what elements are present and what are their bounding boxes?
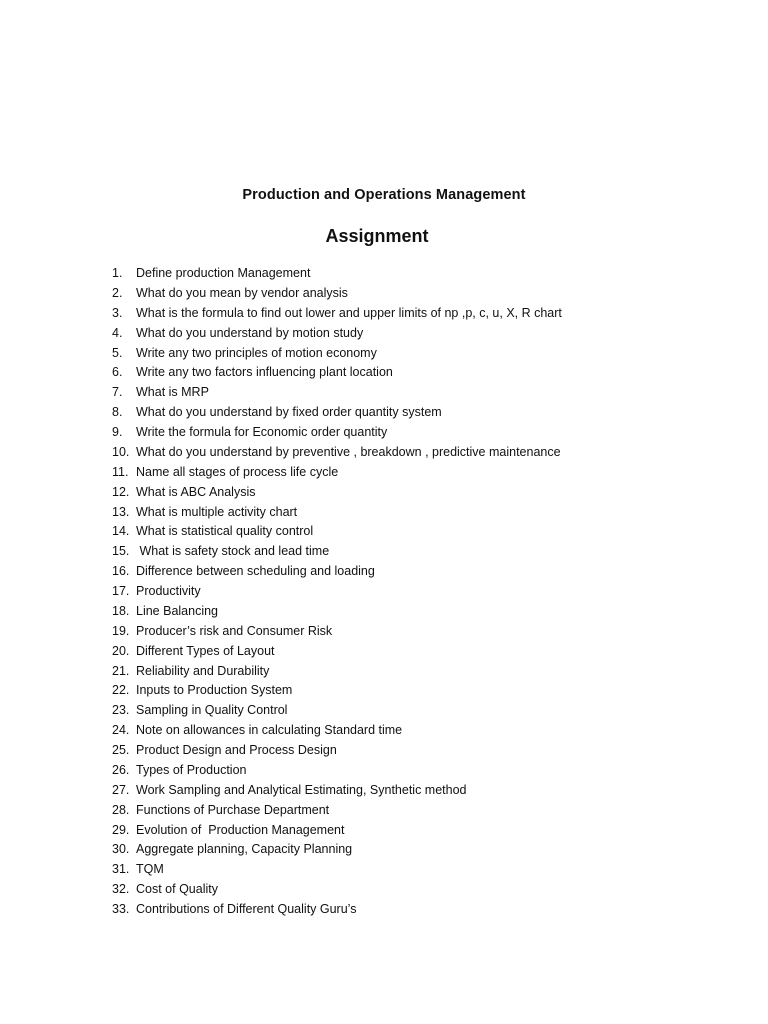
question-text: Write the formula for Economic order quantity [136, 425, 388, 439]
question-item [112, 562, 732, 582]
assignment-title: Assignment [325, 226, 429, 246]
question-number: 1. [112, 266, 123, 280]
question-number: 28. [112, 802, 130, 817]
question-item [112, 801, 732, 821]
question-item [112, 642, 732, 662]
question-number: 11. [112, 464, 129, 479]
question-number: 7. [112, 385, 123, 400]
question-number: 33. [112, 902, 130, 916]
question-number: 15. [112, 544, 130, 559]
question-text: Note on allowances in calculating Standard time [136, 723, 403, 738]
question-number: 14. [112, 524, 130, 539]
question-text: Define production Management [136, 266, 311, 280]
question-text: What is safety stock and lead time [136, 544, 330, 559]
question-item [112, 423, 732, 443]
question-item [112, 324, 732, 344]
question-number: 26. [112, 762, 130, 777]
question-item [112, 860, 732, 880]
question-number: 13. [112, 504, 130, 519]
question-number: 8. [112, 405, 123, 420]
question-text: Difference between scheduling and loading [136, 564, 375, 579]
question-item [112, 264, 732, 284]
question-item [112, 681, 732, 701]
question-item [112, 602, 732, 622]
question-number: 12. [112, 484, 130, 499]
question-item [112, 344, 732, 364]
question-text: Cost of Quality [136, 882, 218, 897]
question-item [112, 721, 732, 741]
question-text: What do you understand by motion study [136, 325, 364, 340]
question-text: Reliability and Durability [136, 663, 270, 678]
question-number: 25. [112, 743, 130, 757]
question-item [112, 503, 732, 523]
question-text: Types of Production [136, 762, 247, 777]
question-text: Aggregate planning, Capacity Planning [136, 842, 353, 857]
question-text: Work Sampling and Analytical Estimating, Synthetic method [136, 782, 467, 797]
question-item [112, 761, 732, 781]
question-item [112, 840, 732, 860]
question-number: 3. [112, 305, 123, 320]
question-text: What is the formula to find out lower and upper limits of np ,p, c, u, X, R chart [136, 305, 562, 320]
question-item [112, 582, 732, 602]
question-number: 4. [112, 325, 123, 340]
question-item [112, 304, 732, 324]
question-text: Write any two factors influencing plant location [136, 365, 393, 380]
question-text: What do you mean by vendor analysis [136, 285, 348, 300]
question-item [112, 403, 732, 423]
question-number: 22. [112, 683, 130, 698]
question-number: 2. [112, 285, 123, 300]
question-number: 20. [112, 643, 130, 658]
question-text: Write any two principles of motion economy [136, 345, 377, 360]
course-title: Production and Operations Management [242, 187, 526, 203]
question-text: TQM [136, 862, 164, 877]
question-item [112, 522, 732, 542]
question-item [112, 741, 732, 761]
question-item [112, 662, 732, 682]
question-number: 21. [112, 663, 130, 678]
question-text: Name all stages of process life cycle [136, 464, 339, 479]
question-item [112, 463, 732, 483]
question-number: 32. [112, 882, 130, 897]
question-text: Producer’s risk and Consumer Risk [136, 623, 333, 638]
question-number: 17. [112, 584, 130, 598]
question-item [112, 781, 732, 801]
question-text: What is statistical quality control [136, 524, 314, 539]
question-number: 23. [112, 703, 130, 718]
question-number: 6. [112, 365, 123, 380]
question-item [112, 900, 732, 920]
question-item [112, 483, 732, 503]
question-number: 16. [112, 564, 130, 579]
question-item [112, 821, 732, 841]
question-text: Line Balancing [136, 603, 219, 618]
question-item [112, 622, 732, 642]
question-number: 19. [112, 623, 130, 638]
question-text: What do you understand by preventive , breakdown , predictive maintenance [136, 444, 561, 459]
question-item [112, 701, 732, 721]
question-item [112, 284, 732, 304]
question-item [112, 363, 732, 383]
question-number: 18. [112, 603, 130, 618]
question-text: What do you understand by fixed order quantity system [136, 405, 442, 420]
question-number: 24. [112, 723, 130, 738]
question-number: 5. [112, 345, 123, 360]
question-number: 31. [112, 862, 130, 877]
question-number: 10. [112, 444, 130, 459]
question-text: Different Types of Layout [136, 643, 275, 658]
question-item [112, 542, 732, 562]
question-number: 27. [112, 782, 130, 797]
question-text: Functions of Purchase Department [136, 802, 330, 817]
question-text: Sampling in Quality Control [136, 703, 288, 718]
question-item [112, 443, 732, 463]
question-text: Product Design and Process Design [136, 743, 337, 757]
question-list [112, 264, 732, 920]
question-item [112, 383, 732, 403]
question-number: 29. [112, 822, 130, 837]
question-text: Contributions of Different Quality Guru’s [136, 902, 357, 916]
question-item [112, 880, 732, 900]
question-text: Evolution of Production Management [136, 822, 345, 837]
question-text: What is MRP [136, 385, 209, 400]
question-text: Inputs to Production System [136, 683, 293, 698]
question-text: What is ABC Analysis [136, 484, 256, 499]
question-number: 9. [112, 425, 123, 439]
question-text: What is multiple activity chart [136, 504, 298, 519]
question-text: Productivity [136, 584, 201, 598]
question-number: 30. [112, 842, 130, 857]
